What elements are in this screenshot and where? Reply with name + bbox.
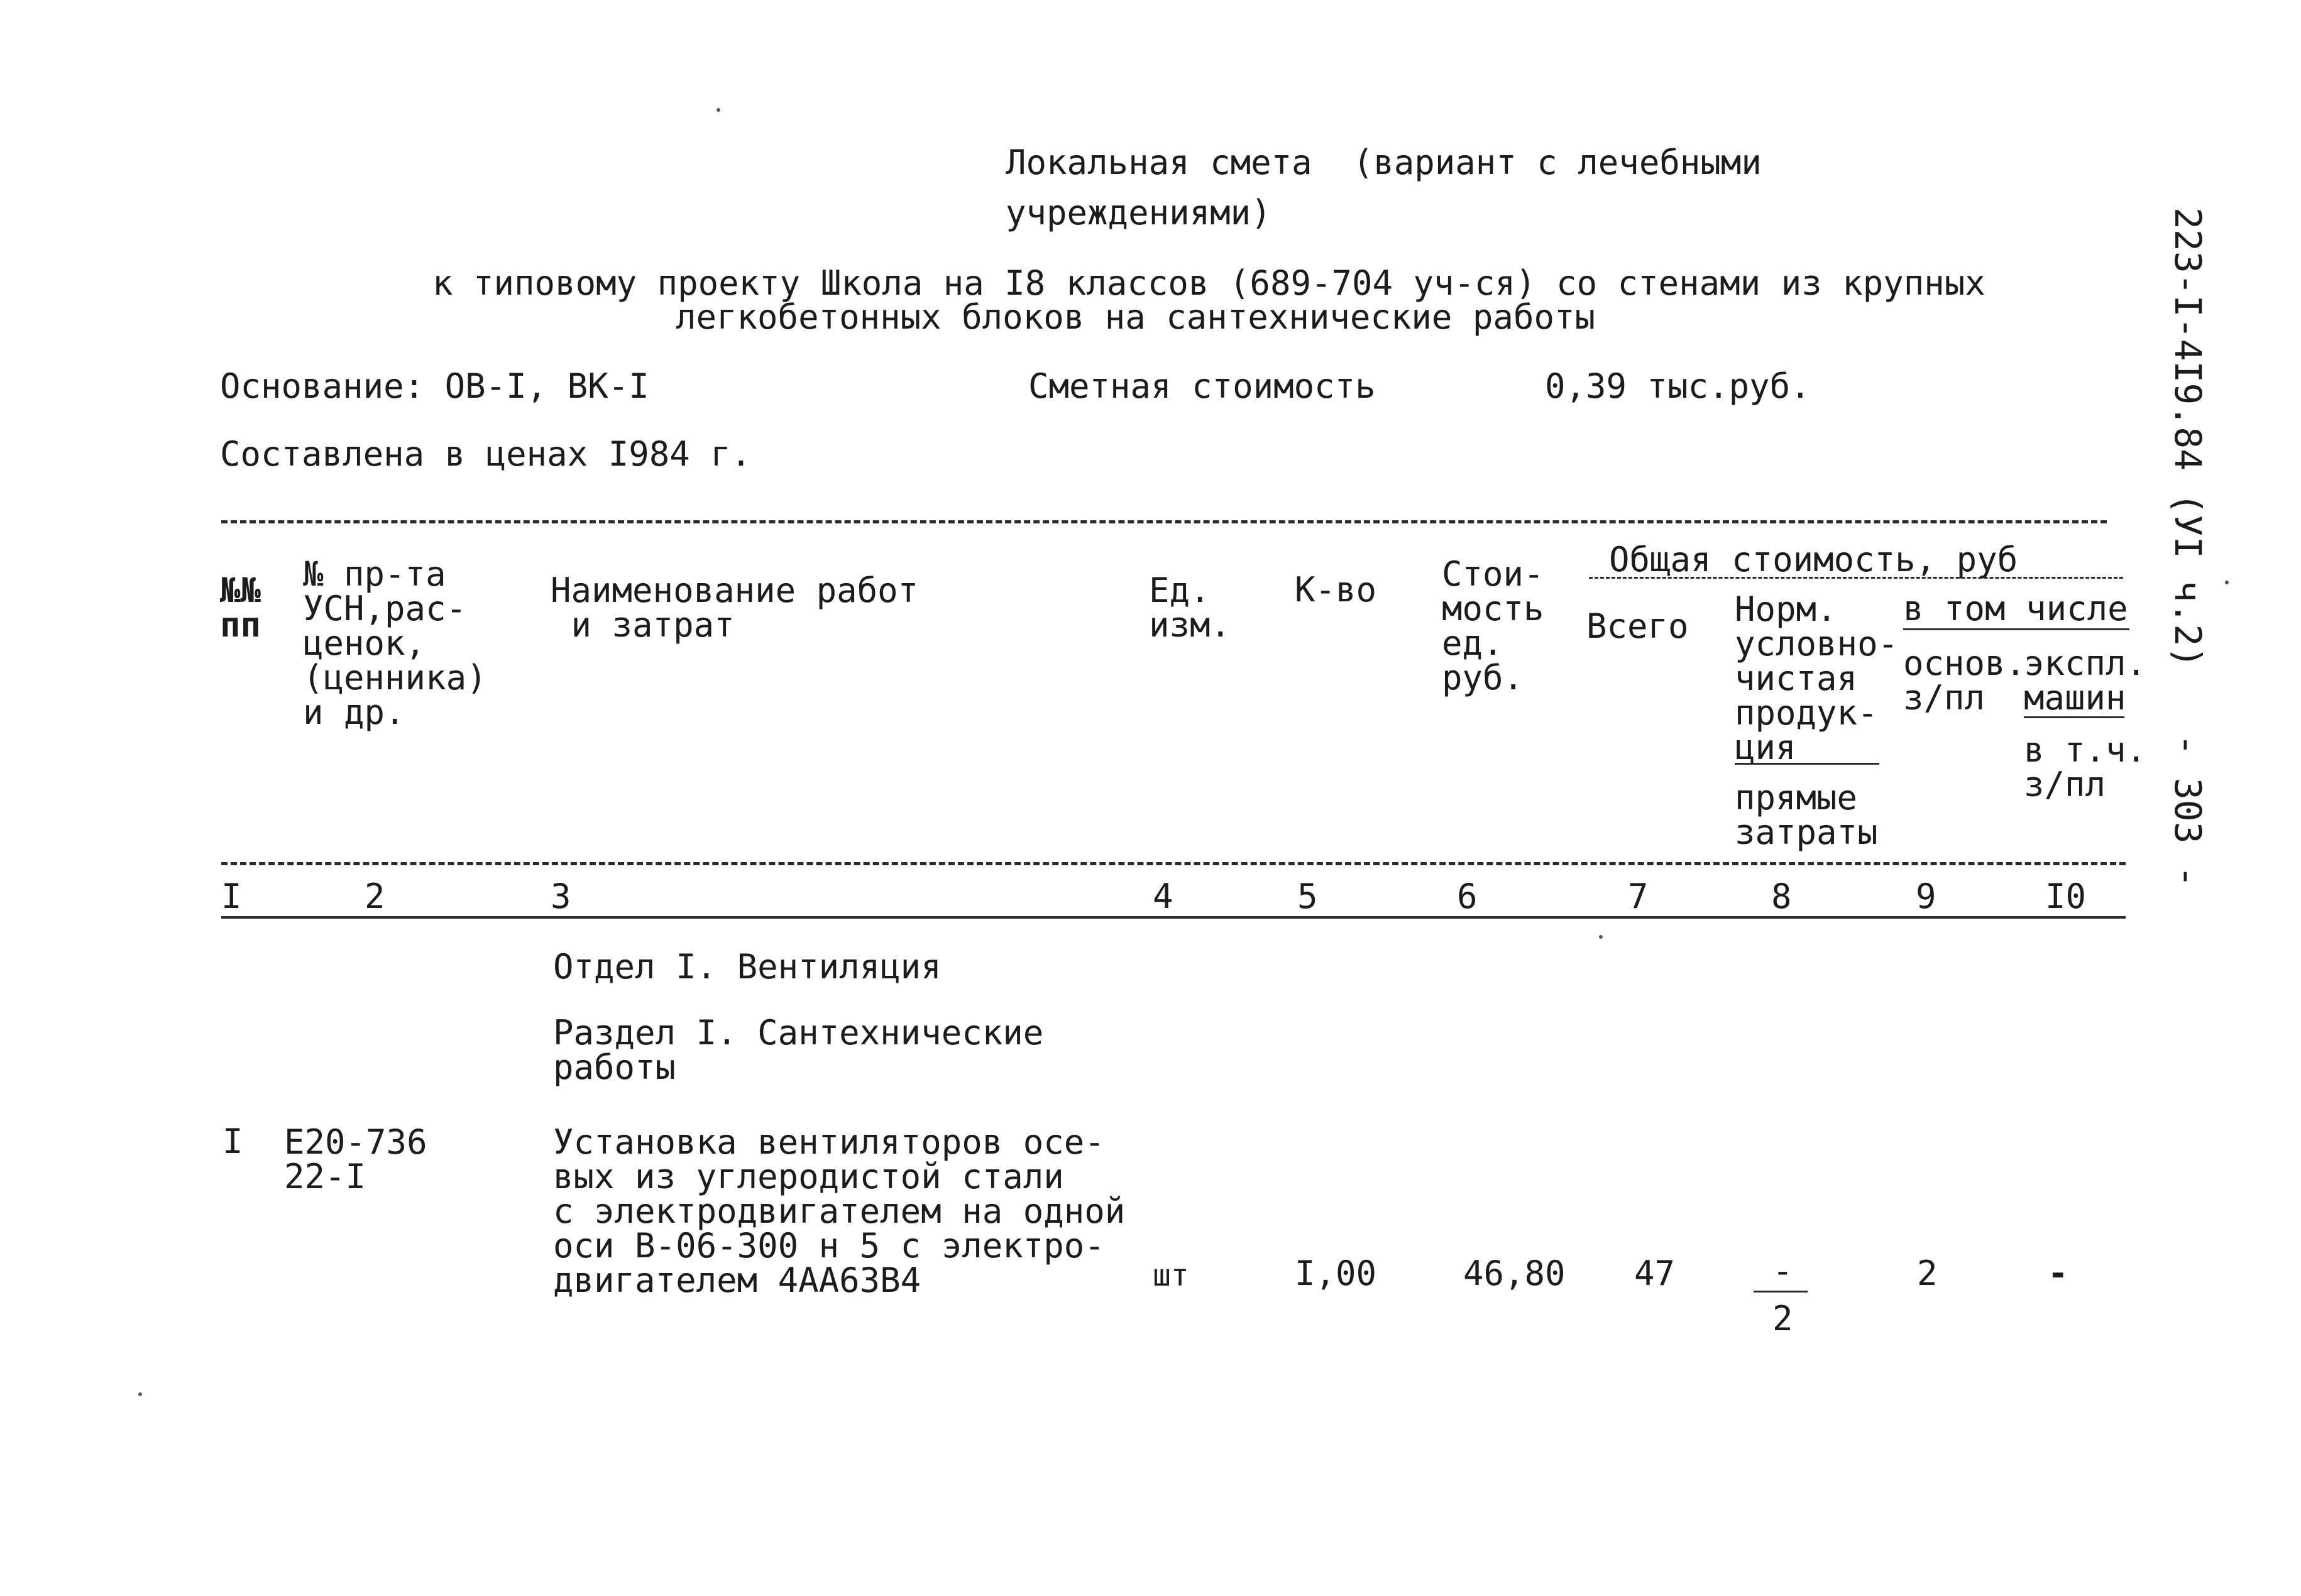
header-col-9: основ. з/пл xyxy=(1903,643,2026,718)
header-col-3: Наименование работ и затрат xyxy=(551,571,919,645)
header-col-7: Всего xyxy=(1586,606,1689,646)
column-number-7: 7 xyxy=(1628,877,1649,916)
header-col-1: №№ пп xyxy=(220,571,261,645)
subsection-heading: Раздел I. Сантехнические работы xyxy=(553,1013,1044,1087)
col-10-divider xyxy=(2024,716,2124,718)
column-number-6: 6 xyxy=(1457,877,1478,916)
header-bottom-rule xyxy=(221,862,2126,865)
header-col-10-top: экспл. машин xyxy=(2024,643,2147,718)
column-number-2: 2 xyxy=(365,877,385,916)
group-total-underline xyxy=(1589,577,2123,579)
column-number-1: I xyxy=(221,877,242,916)
scan-speck xyxy=(2225,581,2229,584)
row-1-total: 47 xyxy=(1634,1254,1676,1293)
row-1-norm-top: - xyxy=(1772,1251,1793,1291)
scan-speck xyxy=(1599,935,1603,939)
row-1-name: Установка вентиляторов осе- вых из углеродистой стали с электродвигателем на одной оси В-06-300 н 5 с электро- двигателем 4АА63В4 xyxy=(553,1122,1126,1300)
prices-year-label: Составлена в ценах I984 г. xyxy=(220,434,752,474)
row-1-norm-bottom: 2 xyxy=(1772,1299,1793,1338)
row-1-norm-divider xyxy=(1754,1291,1808,1293)
estimated-cost-label: Сметная стоимость xyxy=(1028,366,1376,406)
row-1-unit-cost: 46,80 xyxy=(1463,1254,1566,1293)
group-including-underline xyxy=(1903,628,2129,630)
basis-label: Основание: ОВ-I, ВК-I xyxy=(220,366,649,406)
header-group-including: в том числе xyxy=(1903,589,2128,628)
column-number-8: 8 xyxy=(1771,877,1792,916)
header-group-total-cost: Общая стоимость, руб xyxy=(1609,540,2018,579)
column-number-3: 3 xyxy=(551,877,571,916)
title-line-2: учреждениями) xyxy=(1006,193,1271,232)
row-1-quantity: I,00 xyxy=(1295,1254,1377,1293)
column-number-4: 4 xyxy=(1153,877,1173,916)
document-code-side: 223-I-4I9.84 (УI ч.2) - 303 - xyxy=(2166,207,2209,888)
row-1-code: Е20-736 22-I xyxy=(284,1122,427,1196)
header-col-4: Ед. изм. xyxy=(1149,571,1231,645)
row-1-number: I xyxy=(222,1122,243,1161)
column-number-5: 5 xyxy=(1297,877,1318,916)
scan-speck xyxy=(138,1392,142,1396)
header-col-2: № пр-та УСН,рас- ценок, (ценника) и др. xyxy=(303,554,487,732)
section-heading: Отдел I. Вентиляция xyxy=(553,947,942,987)
row-1-machines: - xyxy=(2048,1254,2068,1293)
column-number-9: 9 xyxy=(1916,877,1936,916)
table-top-rule xyxy=(221,520,2107,523)
header-col-6: Стои- мость ед. руб. xyxy=(1442,554,1544,697)
header-col-8-bottom: прямые затраты xyxy=(1735,778,1878,852)
scan-speck xyxy=(717,108,720,112)
row-1-base-pay: 2 xyxy=(1917,1254,1938,1293)
header-col-5: К-во xyxy=(1295,570,1377,609)
subtitle-line-2: легкобетонных блоков на сантехнические работы xyxy=(676,297,1595,337)
title-line-1: Локальная смета (вариант с лечебными xyxy=(1006,143,1762,182)
row-1-unit: шт xyxy=(1153,1258,1189,1293)
estimated-cost-value: 0,39 тыс.руб. xyxy=(1545,366,1811,406)
subtitle-line-1: к типовому проекту Школа на I8 классов (689-704 уч-ся) со стенами из крупных xyxy=(432,263,1985,303)
col-8-divider xyxy=(1735,763,1879,765)
header-col-10-bottom: в т.ч. з/пл xyxy=(2024,730,2147,804)
column-number-10: I0 xyxy=(2045,877,2087,916)
header-col-8-top: Норм. условно- чистая продук- ция xyxy=(1735,589,1899,767)
column-numbers-rule xyxy=(221,916,2126,919)
